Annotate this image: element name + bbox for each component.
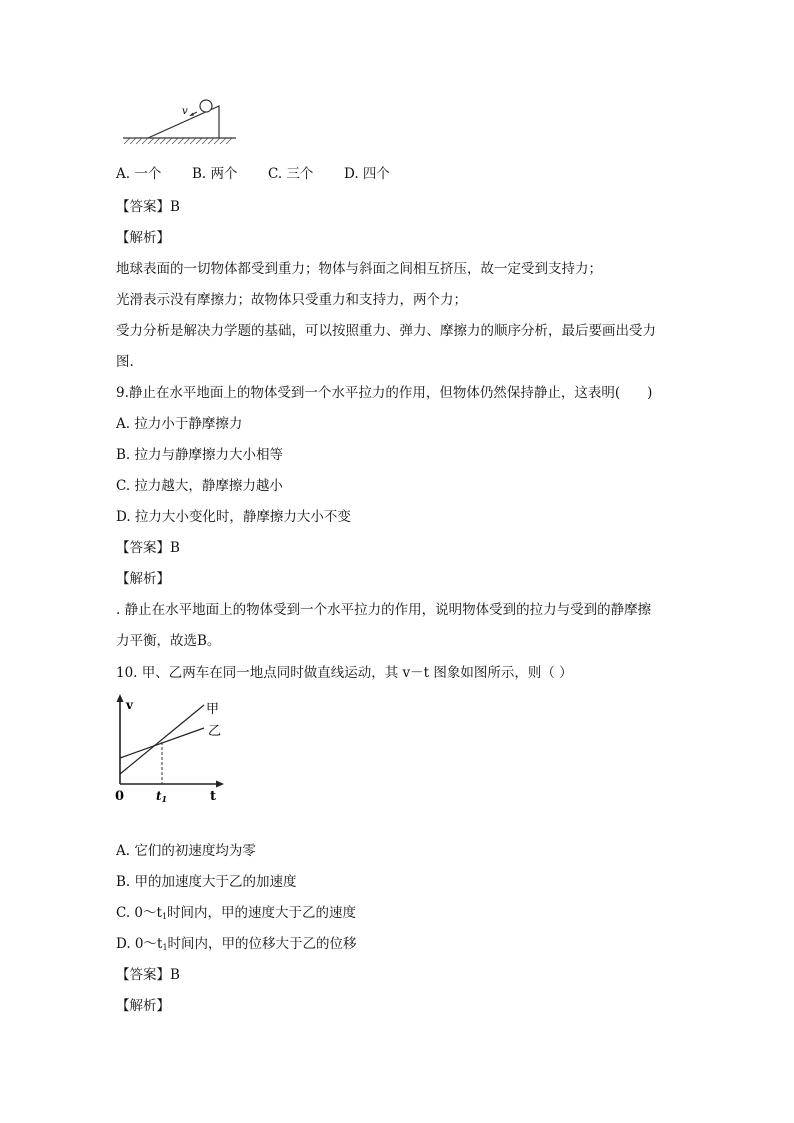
q10-analysis-heading: 【解析】 xyxy=(116,998,170,1014)
q10-option-d xyxy=(116,935,357,957)
q10-stem: 10. 甲、乙两车在同一地点同时做直线运动，其 v－t 图象如图所示，则（ ） xyxy=(116,665,573,681)
q9-option-b: B. 拉力与静摩擦力大小相等 xyxy=(116,447,284,463)
q9-stem: 9.静止在水平地面上的物体受到一个水平拉力的作用，但物体仍然保持静止，这表明( ) xyxy=(116,385,653,401)
q8-option-d: D. 四个 xyxy=(344,166,390,182)
y-axis-arrow-icon xyxy=(117,694,124,702)
y-axis-label: v xyxy=(126,698,133,712)
q10-answer: 【答案】B xyxy=(116,967,180,983)
q10-option-c-post: 时间内，甲的速度大于乙的速度 xyxy=(167,905,357,921)
q8-option-b: B. 两个 xyxy=(192,166,238,182)
line-jia-label: 甲 xyxy=(206,702,220,717)
q9-analysis-heading: 【解析】 xyxy=(116,571,170,587)
q9-option-c: C. 拉力越大，静摩擦力越小 xyxy=(116,478,283,494)
q8-analysis-heading: 【解析】 xyxy=(116,230,170,246)
q9-analysis-line: 力平衡，故选B。 xyxy=(116,633,221,649)
q10-option-c xyxy=(116,904,356,926)
q10-option-a: A. 它们的初速度均为零 xyxy=(116,843,256,859)
q8-option-a: A. 一个 xyxy=(116,166,162,182)
origin-label: 0 xyxy=(115,789,125,804)
q8-answer: 【答案】B xyxy=(116,199,180,215)
q10-option-c-sub: 1 xyxy=(161,912,168,921)
q8-analysis-line: 图. xyxy=(116,354,134,370)
t1-label: t1 xyxy=(156,789,168,804)
q10-option-d-sub: 1 xyxy=(162,943,168,952)
q8-analysis-line: 受力分析是解决力学题的基础，可以按照重力、弹力、摩擦力的顺序分析，最后要画出受力 xyxy=(116,323,656,339)
ball xyxy=(200,100,212,112)
q8-option-c: C. 三个 xyxy=(268,166,314,182)
x-axis-label: t xyxy=(210,789,217,804)
q10-option-b: B. 甲的加速度大于乙的加速度 xyxy=(116,874,297,890)
q8-analysis-line: 光滑表示没有摩擦力；故物体只受重力和支持力，两个力； xyxy=(116,292,467,308)
q9-option-d: D. 拉力大小变化时，静摩擦力大小不变 xyxy=(116,509,351,525)
q8-options xyxy=(116,165,390,183)
q10-option-c-pre: C. 0～t xyxy=(116,905,162,921)
vt-graph xyxy=(112,692,228,806)
ground-hatch xyxy=(124,138,232,144)
q8-analysis-line: 地球表面的一切物体都受到重力；物体与斜面之间相互挤压，故一定受到支持力； xyxy=(116,261,602,277)
q9-answer: 【答案】B xyxy=(116,540,180,556)
q10-option-d-pre: D. 0～t xyxy=(116,936,163,952)
line-yi-label: 乙 xyxy=(208,724,222,739)
velocity-label: v xyxy=(182,106,188,117)
q10-option-d-post: 时间内，甲的位移大于乙的位移 xyxy=(167,936,357,952)
q9-analysis-line: . 静止在水平地面上的物体受到一个水平拉力的作用，说明物体受到的拉力与受到的静摩擦 xyxy=(116,602,652,618)
incline-figure xyxy=(118,94,238,150)
q9-option-a: A. 拉力小于静摩擦力 xyxy=(116,416,243,432)
x-axis-arrow-icon xyxy=(216,781,224,788)
velocity-arrowhead-icon xyxy=(189,113,194,117)
